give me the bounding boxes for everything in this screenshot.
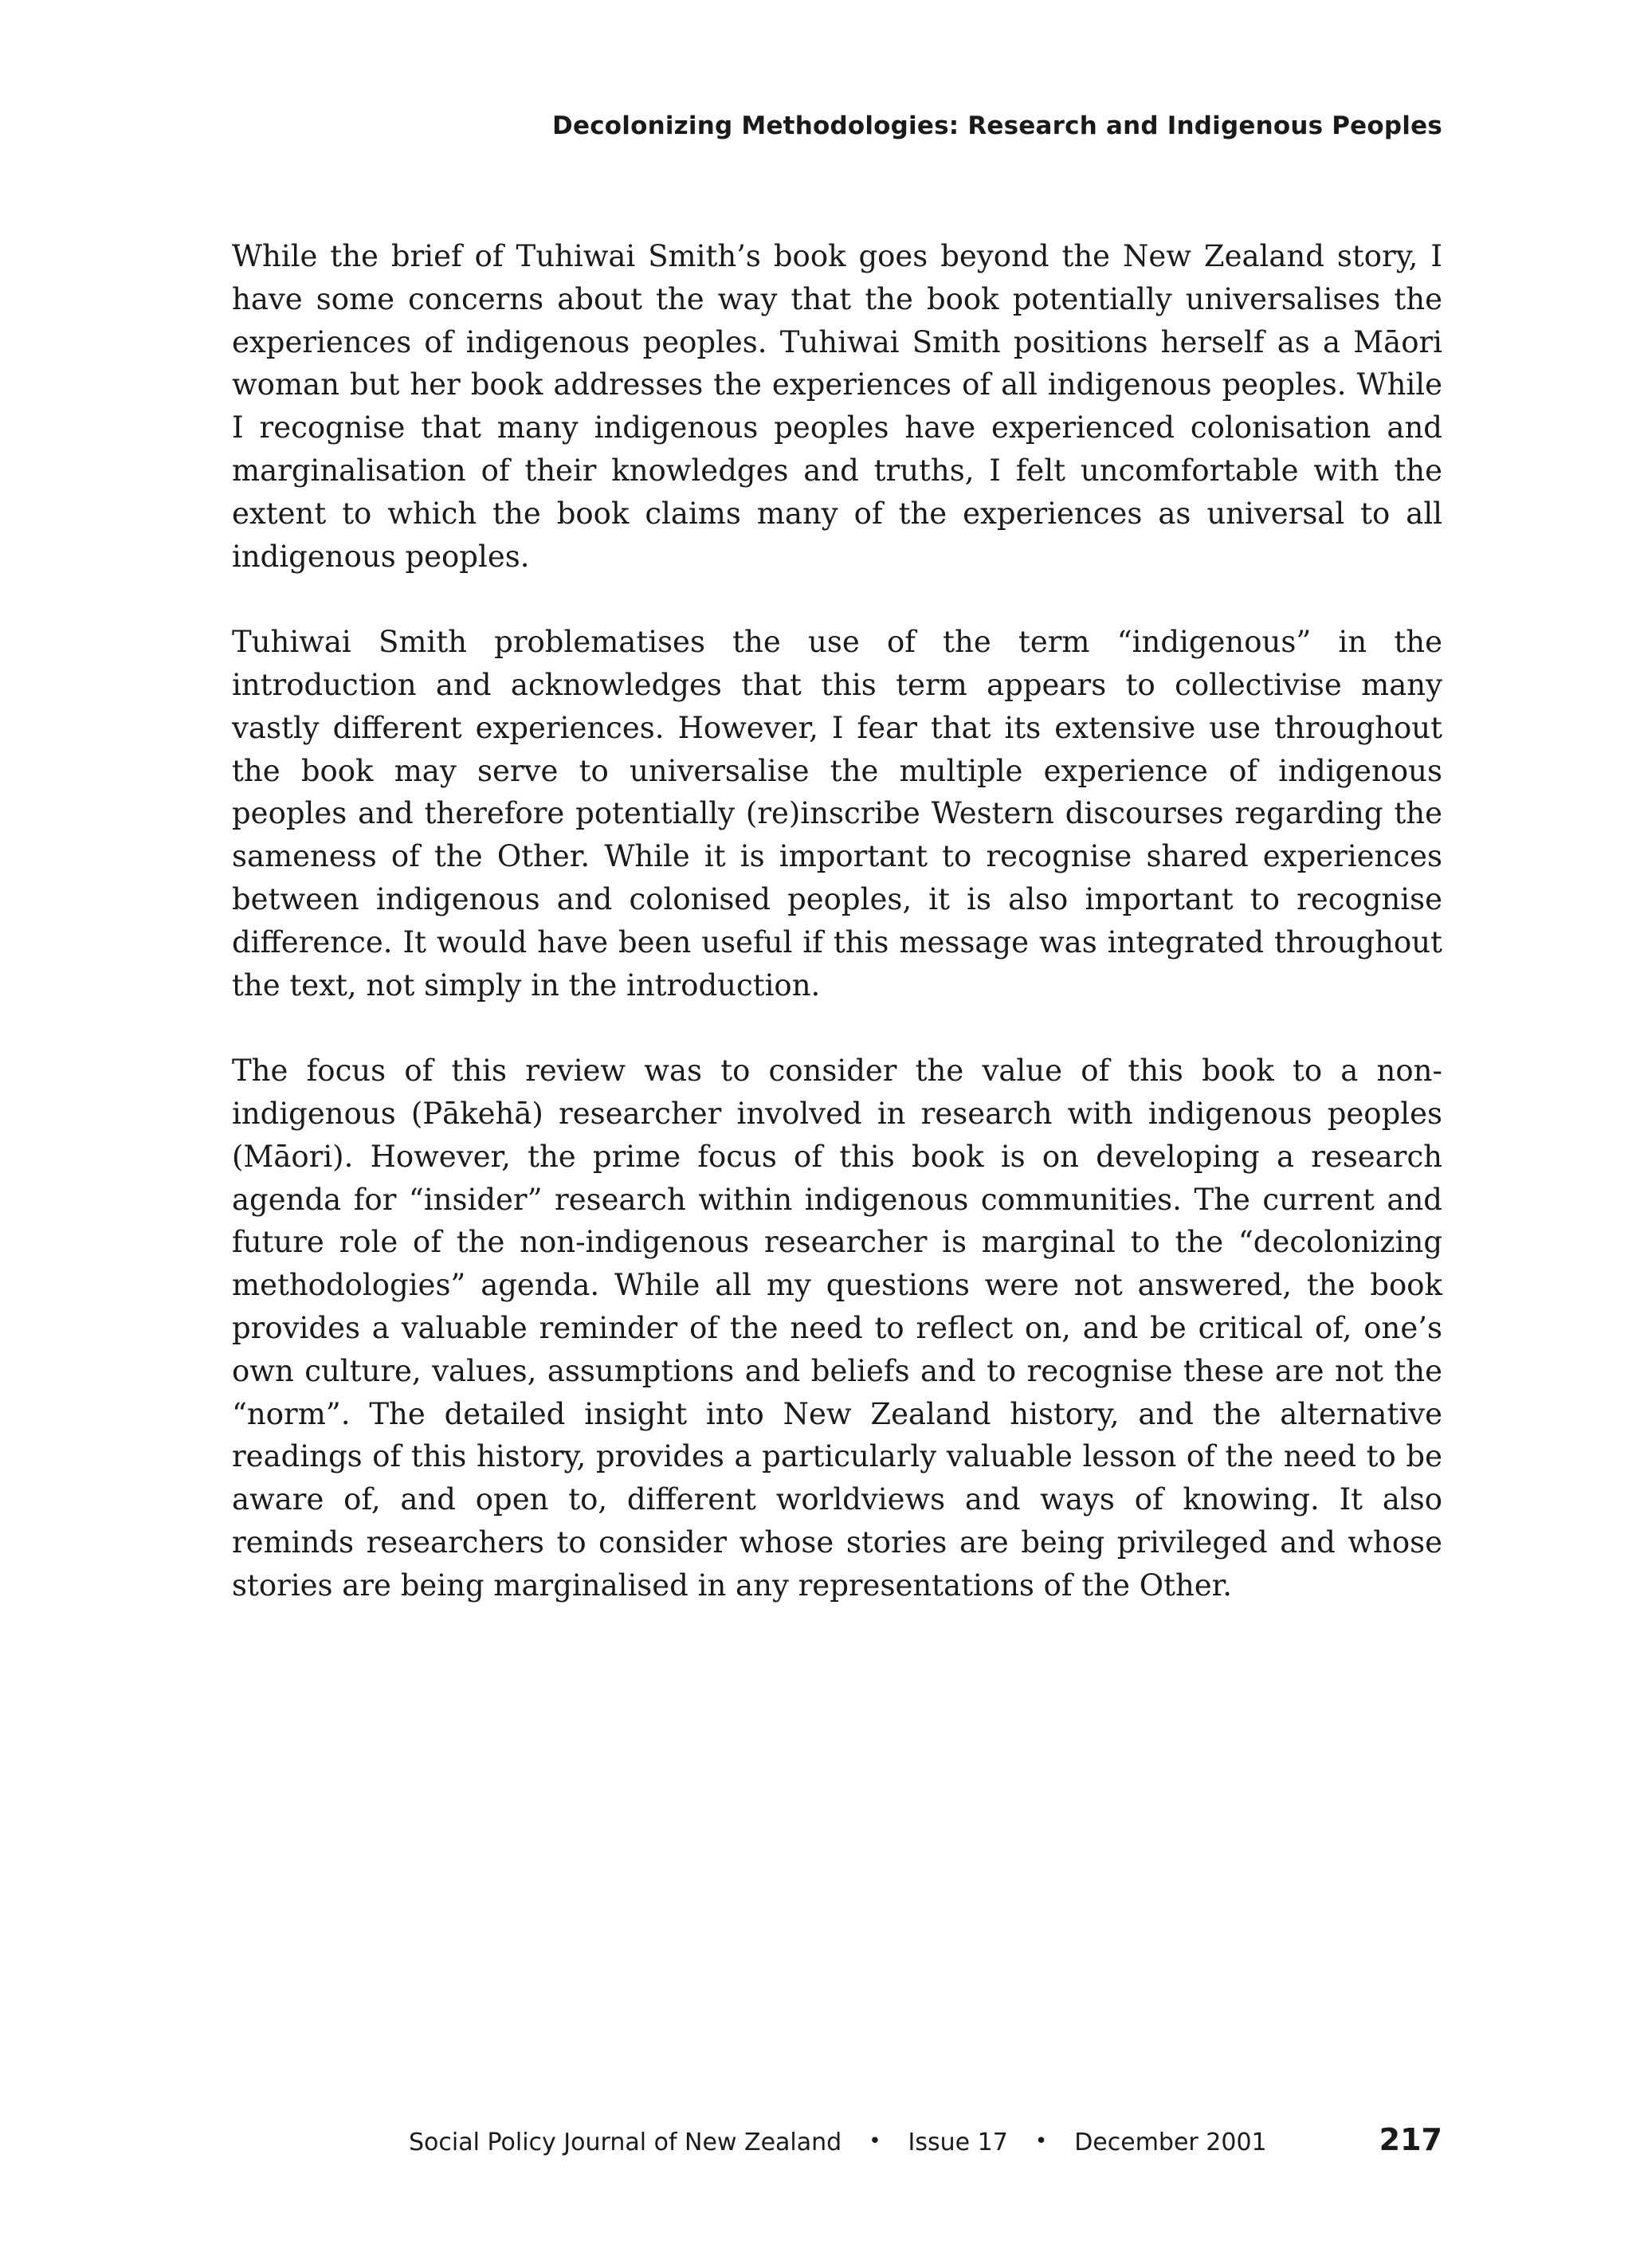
page-footer	[409, 2122, 1442, 2160]
page-number: 217	[1379, 2122, 1442, 2157]
article-body	[232, 235, 1442, 1650]
running-head: Decolonizing Methodologies: Research and Indigenous Peoples	[552, 112, 1442, 140]
paragraph-2: Tuhiwai Smith problematises the use of the term “indigenous” in the introduction and acknowledges that this term appears to collectivise many vastly different experiences. However, I fear that its extensive use throughout the book may serve to universalise the multiple experience of indigenous peoples and therefore potentially (re)inscribe Western discourses regarding the sameness of the Other. While it is important to recognise shared experiences between indigenous and colonised peoples, it is also important to recognise difference. It would have been useful if this message was integrated throughout the text, not simply in the introduction.	[232, 625, 1442, 1003]
footer-separator: •	[869, 2129, 881, 2153]
paragraph-1: While the brief of Tuhiwai Smith’s book goes beyond the New Zealand story, I have some concerns about the way that the book potentially universalises the experiences of indigenous peoples. Tuhiwai Smith positions herself as a Māori woman but her book addresses the experiences of all indigenous peoples. While I recognise that many indigenous peoples have experienced colonisation and marginalisation of their knowledges and truths, I felt uncomfortable with the extent to which the book claims many of the experiences as universal to all indigenous peoples.	[232, 239, 1442, 574]
footer-separator: •	[1034, 2129, 1048, 2153]
paragraph-3: The focus of this review was to consider the value of this book to a non-indigenous (Pākehā) researcher involved in research with indigenous peoples (Māori). However, the prime focus of this book is on developing a research agenda for “insider” research within indigenous communities. The current and future role of the non-indigenous researcher is marginal to the “decolonizing methodologies” agenda. While all my questions were not answered, the book provides a valuable reminder of the need to reflect on, and be critical of, one’s own culture, values, assumptions and beliefs and to recognise these are not the “norm”. The detailed insight into New Zealand history, and the alternative readings of this history, provides a particularly valuable lesson of the need to be aware of, and open to, different worldviews and ways of knowing. It also reminds researchers to consider whose stories are being privileged and whose stories are being marginalised in any representations of the Other.	[232, 1054, 1442, 1603]
footer-citation	[409, 2129, 1267, 2156]
footer-issue: Issue 17	[908, 2129, 1008, 2156]
footer-journal-name: Social Policy Journal of New Zealand	[409, 2129, 842, 2156]
footer-date: December 2001	[1074, 2129, 1267, 2156]
